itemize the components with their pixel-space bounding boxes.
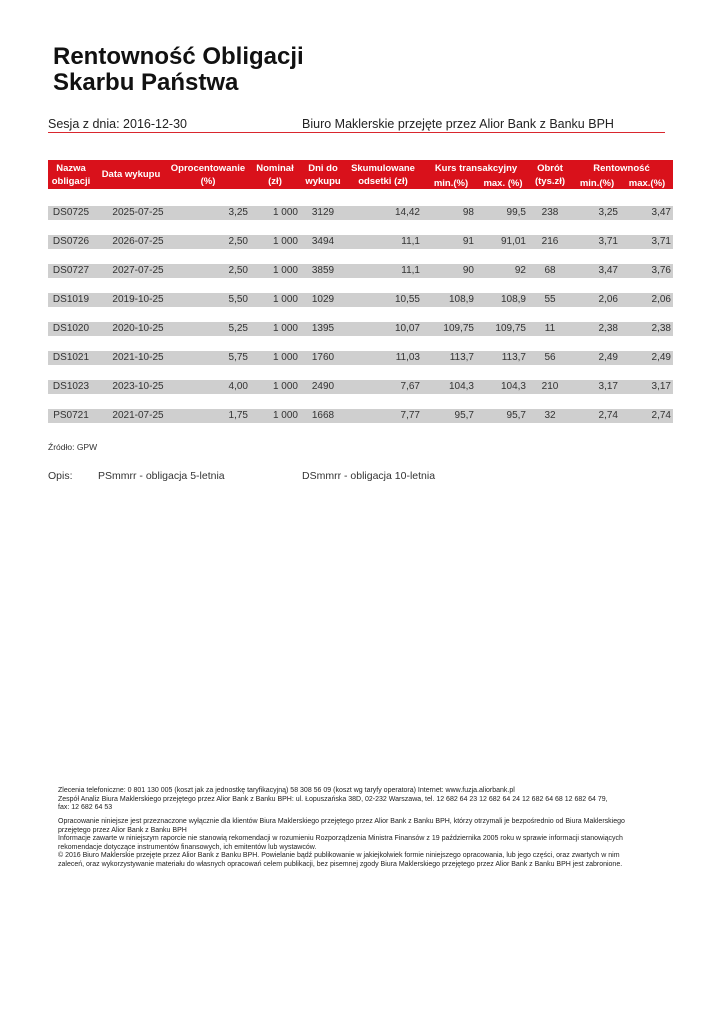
table-row xyxy=(48,206,673,220)
cell-interest: 7,67 xyxy=(400,381,420,392)
cell-ymin: 2,38 xyxy=(598,323,618,334)
cell-ymax: 2,74 xyxy=(651,410,671,421)
cell-name: DS0726 xyxy=(52,236,90,247)
cell-pmin: 108,9 xyxy=(448,294,474,305)
footer-contact: Zlecenia telefoniczne: 0 801 130 005 (koszt jak za jednostkę taryfikacyjną) 58 308 56 09 (koszt wg taryfy operatora) Internet: www.fuzja.aliorbank.pl Zespół Analiz Biura Maklerskiego przejętego przez Alior Bank z Banku BPH: ul. Łopuszańska 38D, 02-232 Warszawa, tel. 12 682 64 23 12 682 64 24 12 682 64 68 12 682 64 79, fax: 12 682 64 53 xyxy=(58,787,608,812)
cell-pmax: 113,7 xyxy=(501,352,526,363)
cell-rate: 1,75 xyxy=(228,410,248,421)
cell-rate: 5,50 xyxy=(228,294,248,305)
cell-interest: 11,1 xyxy=(401,236,420,247)
title-line-1: Rentowność Obligacji xyxy=(53,43,304,70)
cell-date: 2023-10-25 xyxy=(112,381,164,392)
cell-rate: 5,25 xyxy=(228,323,248,334)
cell-ymin: 2,49 xyxy=(598,352,618,363)
cell-interest: 11,03 xyxy=(395,352,420,363)
cell-name: DS1020 xyxy=(52,323,90,334)
legend-label: Opis: xyxy=(48,470,73,482)
cell-name: PS0721 xyxy=(53,410,89,421)
cell-name: DS0725 xyxy=(52,207,90,218)
table-header xyxy=(48,160,673,189)
broker-name: Biuro Maklerskie przejęte przez Alior Bank z Banku BPH xyxy=(302,117,614,131)
cell-turnover: 32 xyxy=(544,410,556,421)
cell-date: 2026-07-25 xyxy=(112,236,164,247)
cell-turnover: 11 xyxy=(544,323,556,334)
cell-name: DS1023 xyxy=(52,381,90,392)
table-row xyxy=(48,235,673,249)
col-rate: Oprocentowanie (%) xyxy=(170,163,246,187)
source-note: Źródło: GPW xyxy=(48,442,98,452)
cell-turnover: 238 xyxy=(541,207,559,218)
cell-pmin: 104,3 xyxy=(448,381,474,392)
cell-ymin: 2,74 xyxy=(598,410,618,421)
cell-ymax: 2,49 xyxy=(651,352,671,363)
cell-ymax: 3,47 xyxy=(651,207,671,218)
cell-turnover: 210 xyxy=(541,381,559,392)
cell-ymax: 3,17 xyxy=(651,381,671,392)
header-divider xyxy=(48,132,665,133)
cell-interest: 11,1 xyxy=(401,265,420,276)
cell-pmax: 104,3 xyxy=(500,381,526,392)
session-date: Sesja z dnia: 2016-12-30 xyxy=(48,117,187,131)
cell-pmin: 98 xyxy=(462,207,474,218)
cell-days: 3494 xyxy=(311,236,335,247)
cell-pmin: 91 xyxy=(462,236,474,247)
cell-ymax: 2,06 xyxy=(651,294,671,305)
cell-pmax: 92 xyxy=(514,265,526,276)
col-price-max: max. (%) xyxy=(483,178,523,189)
col-price: Kurs transakcyjny xyxy=(434,163,518,174)
footer-disclaimer: Opracowanie niniejsze jest przeznaczone wyłącznie dla klientów Biura Maklerskiego przejętego przez Alior Bank z Banku BPH, którzy otrzymali je bezpośrednio od Biura Maklerskiego przejętego przez Alior Bank z Banku BPH Informacje zawarte w niniejszym raporcie nie stanowią rekomendacji w rozumieniu Rozporządzenia Ministra Finansów z 19 października 2005 roku w sprawie informacji stanowiących rekomendacje dotyczące instrumentów finansowych, ich emitentów lub wystawców. © 2016 Biuro Maklerskie przejęte przez Alior Bank z Banku BPH. Powielanie bądź publikowanie w jakiejkolwiek formie niniejszego opracowania, lub jego części, oraz zwartych w nim zaleceń, oraz wykorzystywanie materiału do własnych opracowań celem publikacji, bez pisemnej zgody Biura Maklerskiego przejętego przez Alior Bank z Banku BPH jest zabronione. xyxy=(58,818,625,868)
cell-turnover: 56 xyxy=(544,352,556,363)
col-turnover: Obrót (tys.zł) xyxy=(534,163,566,187)
col-nominal: Nominał (zł) xyxy=(256,163,294,187)
col-price-min: min.(%) xyxy=(433,178,469,189)
cell-days: 3129 xyxy=(311,207,335,218)
cell-days: 2490 xyxy=(311,381,335,392)
cell-days: 1668 xyxy=(311,410,335,421)
col-interest: Skumulowane odsetki (zł) xyxy=(351,163,415,187)
table-row xyxy=(48,409,673,423)
cell-ymin: 2,06 xyxy=(598,294,618,305)
cell-date: 2020-10-25 xyxy=(112,323,164,334)
cell-interest: 7,77 xyxy=(400,410,420,421)
col-yield-max: max.(%) xyxy=(628,178,666,189)
cell-nominal: 1 000 xyxy=(272,410,298,421)
cell-nominal: 1 000 xyxy=(272,381,298,392)
cell-ymax: 2,38 xyxy=(651,323,671,334)
cell-days: 1395 xyxy=(311,323,335,334)
cell-turnover: 216 xyxy=(541,236,559,247)
col-name: Nazwa obligacji xyxy=(51,163,91,187)
cell-interest: 10,55 xyxy=(394,294,420,305)
cell-pmax: 99,5 xyxy=(506,207,526,218)
cell-pmin: 95,7 xyxy=(454,410,474,421)
cell-ymin: 3,25 xyxy=(598,207,618,218)
table-row xyxy=(48,351,673,365)
cell-ymax: 3,76 xyxy=(651,265,671,276)
cell-name: DS0727 xyxy=(52,265,90,276)
cell-rate: 5,75 xyxy=(228,352,248,363)
cell-date: 2021-10-25 xyxy=(112,352,164,363)
cell-days: 1760 xyxy=(311,352,335,363)
cell-interest: 14,42 xyxy=(394,207,420,218)
cell-nominal: 1 000 xyxy=(272,265,298,276)
cell-nominal: 1 000 xyxy=(272,236,298,247)
cell-pmax: 91,01 xyxy=(500,236,526,247)
cell-date: 2019-10-25 xyxy=(112,294,164,305)
cell-pmin: 109,75 xyxy=(443,323,474,334)
cell-days: 1029 xyxy=(311,294,335,305)
col-yield: Rentowność xyxy=(593,163,650,174)
cell-nominal: 1 000 xyxy=(272,323,298,334)
cell-turnover: 68 xyxy=(544,265,556,276)
cell-nominal: 1 000 xyxy=(272,352,298,363)
page-title xyxy=(53,44,304,96)
cell-ymin: 3,17 xyxy=(598,381,618,392)
cell-name: DS1021 xyxy=(52,352,90,363)
cell-rate: 4,00 xyxy=(228,381,248,392)
col-date: Data wykupu xyxy=(101,169,161,180)
cell-date: 2027-07-25 xyxy=(112,265,164,276)
col-yield-min: min.(%) xyxy=(579,178,615,189)
cell-pmin: 113,7 xyxy=(449,352,474,363)
cell-pmax: 109,75 xyxy=(495,323,526,334)
cell-rate: 3,25 xyxy=(228,207,248,218)
col-days: Dni do wykupu xyxy=(305,163,341,187)
cell-nominal: 1 000 xyxy=(272,207,298,218)
cell-date: 2025-07-25 xyxy=(112,207,164,218)
table-row xyxy=(48,380,673,394)
table-row xyxy=(48,293,673,307)
cell-days: 3859 xyxy=(311,265,335,276)
cell-nominal: 1 000 xyxy=(272,294,298,305)
legend-ps: PSmmrr - obligacja 5-letnia xyxy=(98,470,225,482)
cell-pmax: 95,7 xyxy=(506,410,526,421)
cell-pmin: 90 xyxy=(462,265,474,276)
cell-rate: 2,50 xyxy=(228,265,248,276)
cell-interest: 10,07 xyxy=(394,323,420,334)
cell-rate: 2,50 xyxy=(228,236,248,247)
title-line-2: Skarbu Państwa xyxy=(53,69,239,96)
legend-ds: DSmmrr - obligacja 10-letnia xyxy=(302,470,436,482)
cell-ymin: 3,47 xyxy=(598,265,618,276)
cell-turnover: 55 xyxy=(544,294,556,305)
cell-ymin: 3,71 xyxy=(598,236,618,247)
table-row xyxy=(48,322,673,336)
cell-pmax: 108,9 xyxy=(500,294,526,305)
cell-date: 2021-07-25 xyxy=(112,410,164,421)
cell-name: DS1019 xyxy=(52,294,90,305)
table-row xyxy=(48,264,673,278)
cell-ymax: 3,71 xyxy=(651,236,671,247)
